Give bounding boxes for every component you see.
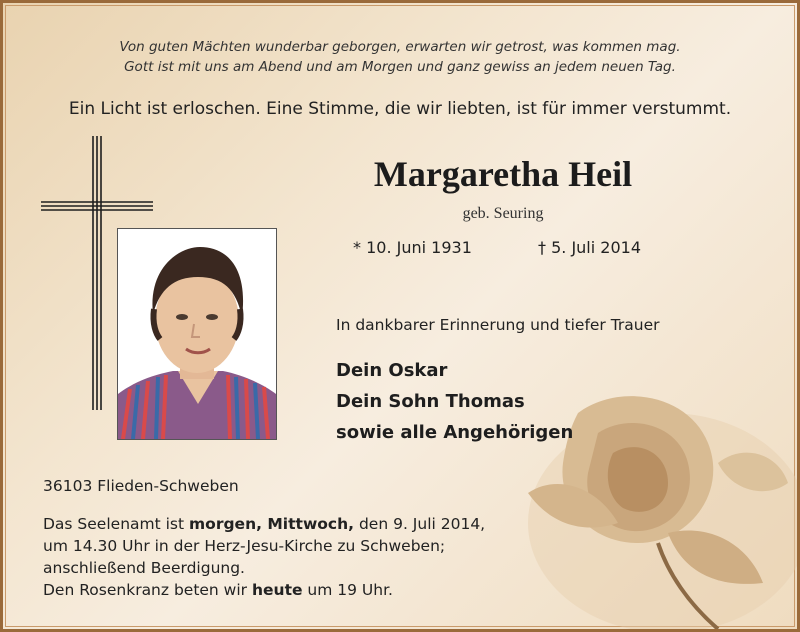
rosary-day: heute [251, 581, 303, 599]
memory-line: In dankbarer Erinnerung und tiefer Trauer [336, 316, 660, 334]
service-line-4-c: um 19 Uhr. [302, 581, 393, 599]
mourner-2: Dein Sohn Thomas [336, 391, 525, 412]
service-info [43, 513, 485, 601]
quote-line-2: Gott ist mit uns am Abend und am Morgen und ganz gewiss an jedem neuen Tag. [124, 59, 676, 75]
service-line-2: um 14.30 Uhr in der Herz-Jesu-Kirche zu Schweben; [43, 537, 446, 555]
birth-date: * 10. Juni 1931 [353, 238, 472, 257]
service-line-4 [43, 579, 485, 601]
mourner-1: Dein Oskar [336, 360, 448, 381]
service-line-4-a: Den Rosenkranz beten wir [43, 581, 252, 599]
quote-line-1: Von guten Mächten wunderbar geborgen, erwarten wir getrost, was kommen mag. [119, 39, 681, 55]
address: 36103 Flieden-Schweben [43, 477, 239, 495]
death-date: † 5. Juli 2014 [538, 238, 641, 257]
service-line-3: anschließend Beerdigung. [43, 559, 245, 577]
quote-block [3, 37, 797, 77]
deceased-name: Margaretha Heil [373, 154, 633, 194]
portrait-photo [117, 228, 277, 440]
mourners-list [336, 355, 573, 448]
subline: Ein Licht ist erloschen. Eine Stimme, die wir liebten, ist für immer verstummt. [68, 99, 732, 119]
service-line-1 [43, 513, 485, 535]
service-day: morgen, Mittwoch, [189, 515, 355, 533]
maiden-name: geb. Seuring [462, 205, 544, 222]
service-line-1-a: Das Seelenamt ist [43, 515, 190, 533]
service-line-1-c: den 9. Juli 2014, [354, 515, 486, 533]
mourner-3: sowie alle Angehörigen [336, 422, 574, 443]
